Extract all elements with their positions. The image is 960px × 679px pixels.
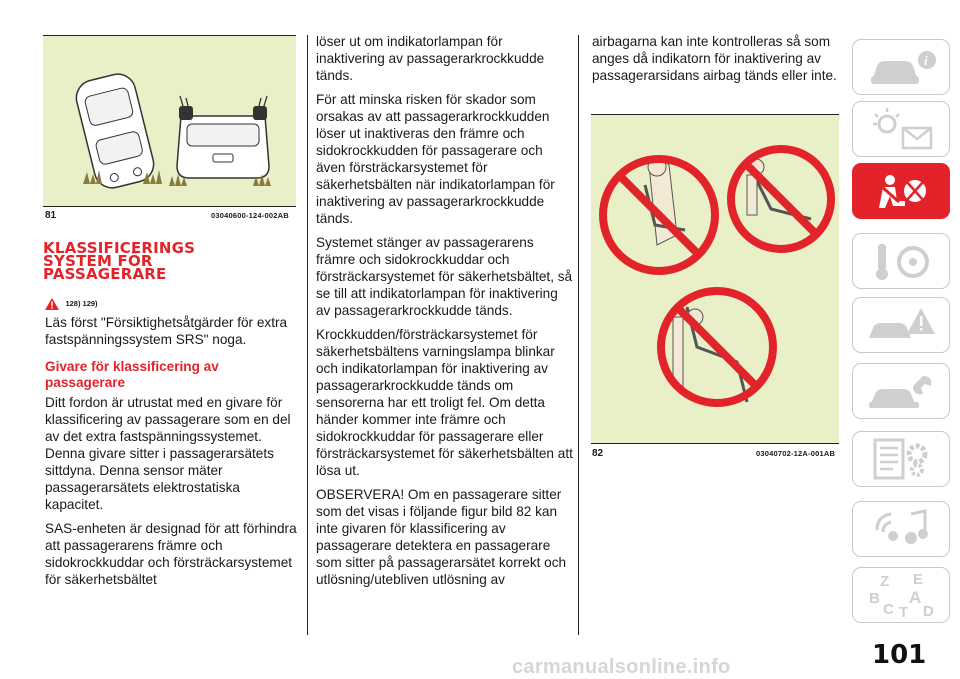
index-letter: C [883, 601, 894, 618]
index-letter: T [899, 604, 909, 621]
body-paragraph: Ditt fordon är utrustat med en givare för klassificering av passagerare som en del av det extra fastspänningssystemet. Denna givare sitter i passagerarsätets sittdyna. Denna sensor mäter passagerarsätets elektrostatiska kapacitet. [45, 395, 291, 512]
column-divider [578, 35, 579, 635]
tab-emergency[interactable] [852, 297, 950, 353]
index-letter: E [913, 571, 924, 588]
body-paragraph: OBSERVERA! Om en passagerare sitter som det visas i följande figur bild 82 kan inte givaren för klassificering av passagerare detektera en passagerare som sitter på passagerarsätet korrekt och utlösning/utebliven utlösning av [316, 487, 567, 587]
body-paragraph: Systemet stänger av passagerarens främre och sidokrockkuddar och försträckarsystemet för säkerhetsbältet, så se till att indikatorlampan för inaktivering av passagerarkrockkudde tänds. [316, 235, 573, 318]
tab-car-info[interactable] [852, 39, 950, 95]
seatbelt-airbag-icon [853, 164, 951, 220]
tab-dashboard-lights[interactable] [852, 101, 950, 157]
heading-line-3: PASSAGERARE [43, 265, 167, 283]
index-letter: A [909, 588, 922, 607]
tab-index[interactable] [852, 567, 950, 623]
subheading: Givare för klassificering av passagerare [45, 359, 219, 390]
index-letter: B [869, 590, 880, 607]
index-letter: D [923, 603, 934, 620]
dashboard-lights-icon [853, 102, 951, 158]
tab-technical-data[interactable] [852, 431, 950, 487]
section-heading [43, 239, 303, 283]
page-number: 101 [872, 640, 927, 670]
body-paragraph: Krockkudden/försträckarsystemet för säkerhetsbältens varningslampa blinkar och indikatorlampan för inaktivering av passagerarkrockkudde tänds om sensorerna har ett troligt fel. Om detta händer kommer inte främre och sidokrockkuddar för passagerare eller försträckarsystemet för säkerhetsbälten att lösa ut. [316, 327, 573, 478]
column-3 [592, 33, 840, 91]
car-info-icon [853, 40, 951, 96]
figure-81-image [43, 36, 296, 206]
warning-triangle-icon [45, 298, 59, 310]
intro-paragraph: Läs först "Försiktighetsåtgärder för extra fastspänningssystem SRS" noga. [45, 315, 288, 347]
body-paragraph: airbagarna kan inte kontrolleras så som anges då indikatorn för inaktivering av passagerarsidans airbag tänds eller inte. [592, 34, 837, 83]
tab-safety[interactable] [852, 163, 950, 219]
tab-maintenance[interactable] [852, 363, 950, 419]
body-paragraph: För att minska risken för skador som orsakas av att passagerarkrockkudden löser ut inaktiveras den främre och sidokrockkudden för passagerare och även försträckarsystemet för säkerhetsbälten när indikatorlampan för inaktivering av passagerarkrockkudde tänds. [316, 92, 555, 226]
index-letter: Z [880, 573, 890, 590]
heading-line-2: SYSTEM FÖR [43, 252, 153, 270]
column-divider [307, 35, 308, 635]
warning-reference [45, 295, 98, 313]
figure-number: 81 [45, 210, 57, 221]
figure-bottom-rule [43, 206, 296, 207]
tab-starting-driving[interactable] [852, 233, 950, 289]
figure-82-image [591, 115, 839, 443]
heading-line-1: KLASSIFICERINGS [43, 239, 196, 257]
warning-refs: 128) 129) [65, 299, 98, 309]
watermark: carmanualsonline.info [512, 656, 731, 678]
car-maintenance-icon [853, 364, 951, 420]
figure-code: 03040702-12A-001AB [756, 449, 836, 458]
figure-number: 82 [592, 448, 604, 459]
column-2 [316, 33, 574, 595]
body-paragraph: SAS-enheten är designad för att förhindra att passagerarens främre och sidokrockkuddar och försträckarsystemet för säkerhetsbältet [45, 521, 297, 587]
svg-text:i: i [924, 53, 928, 68]
tab-multimedia[interactable] [852, 501, 950, 557]
body-paragraph: löser ut om indikatorlampan för inaktivering av passagerarkrockkudde tänds. [316, 34, 545, 83]
key-steering-wheel-icon [853, 234, 951, 290]
figure-code: 03040600-124-002AB [211, 211, 289, 220]
specifications-gear-icon [853, 432, 951, 488]
column-1 [45, 314, 297, 595]
multimedia-icon [853, 502, 951, 558]
car-warning-icon [853, 298, 951, 354]
figure-bottom-rule [591, 443, 839, 444]
